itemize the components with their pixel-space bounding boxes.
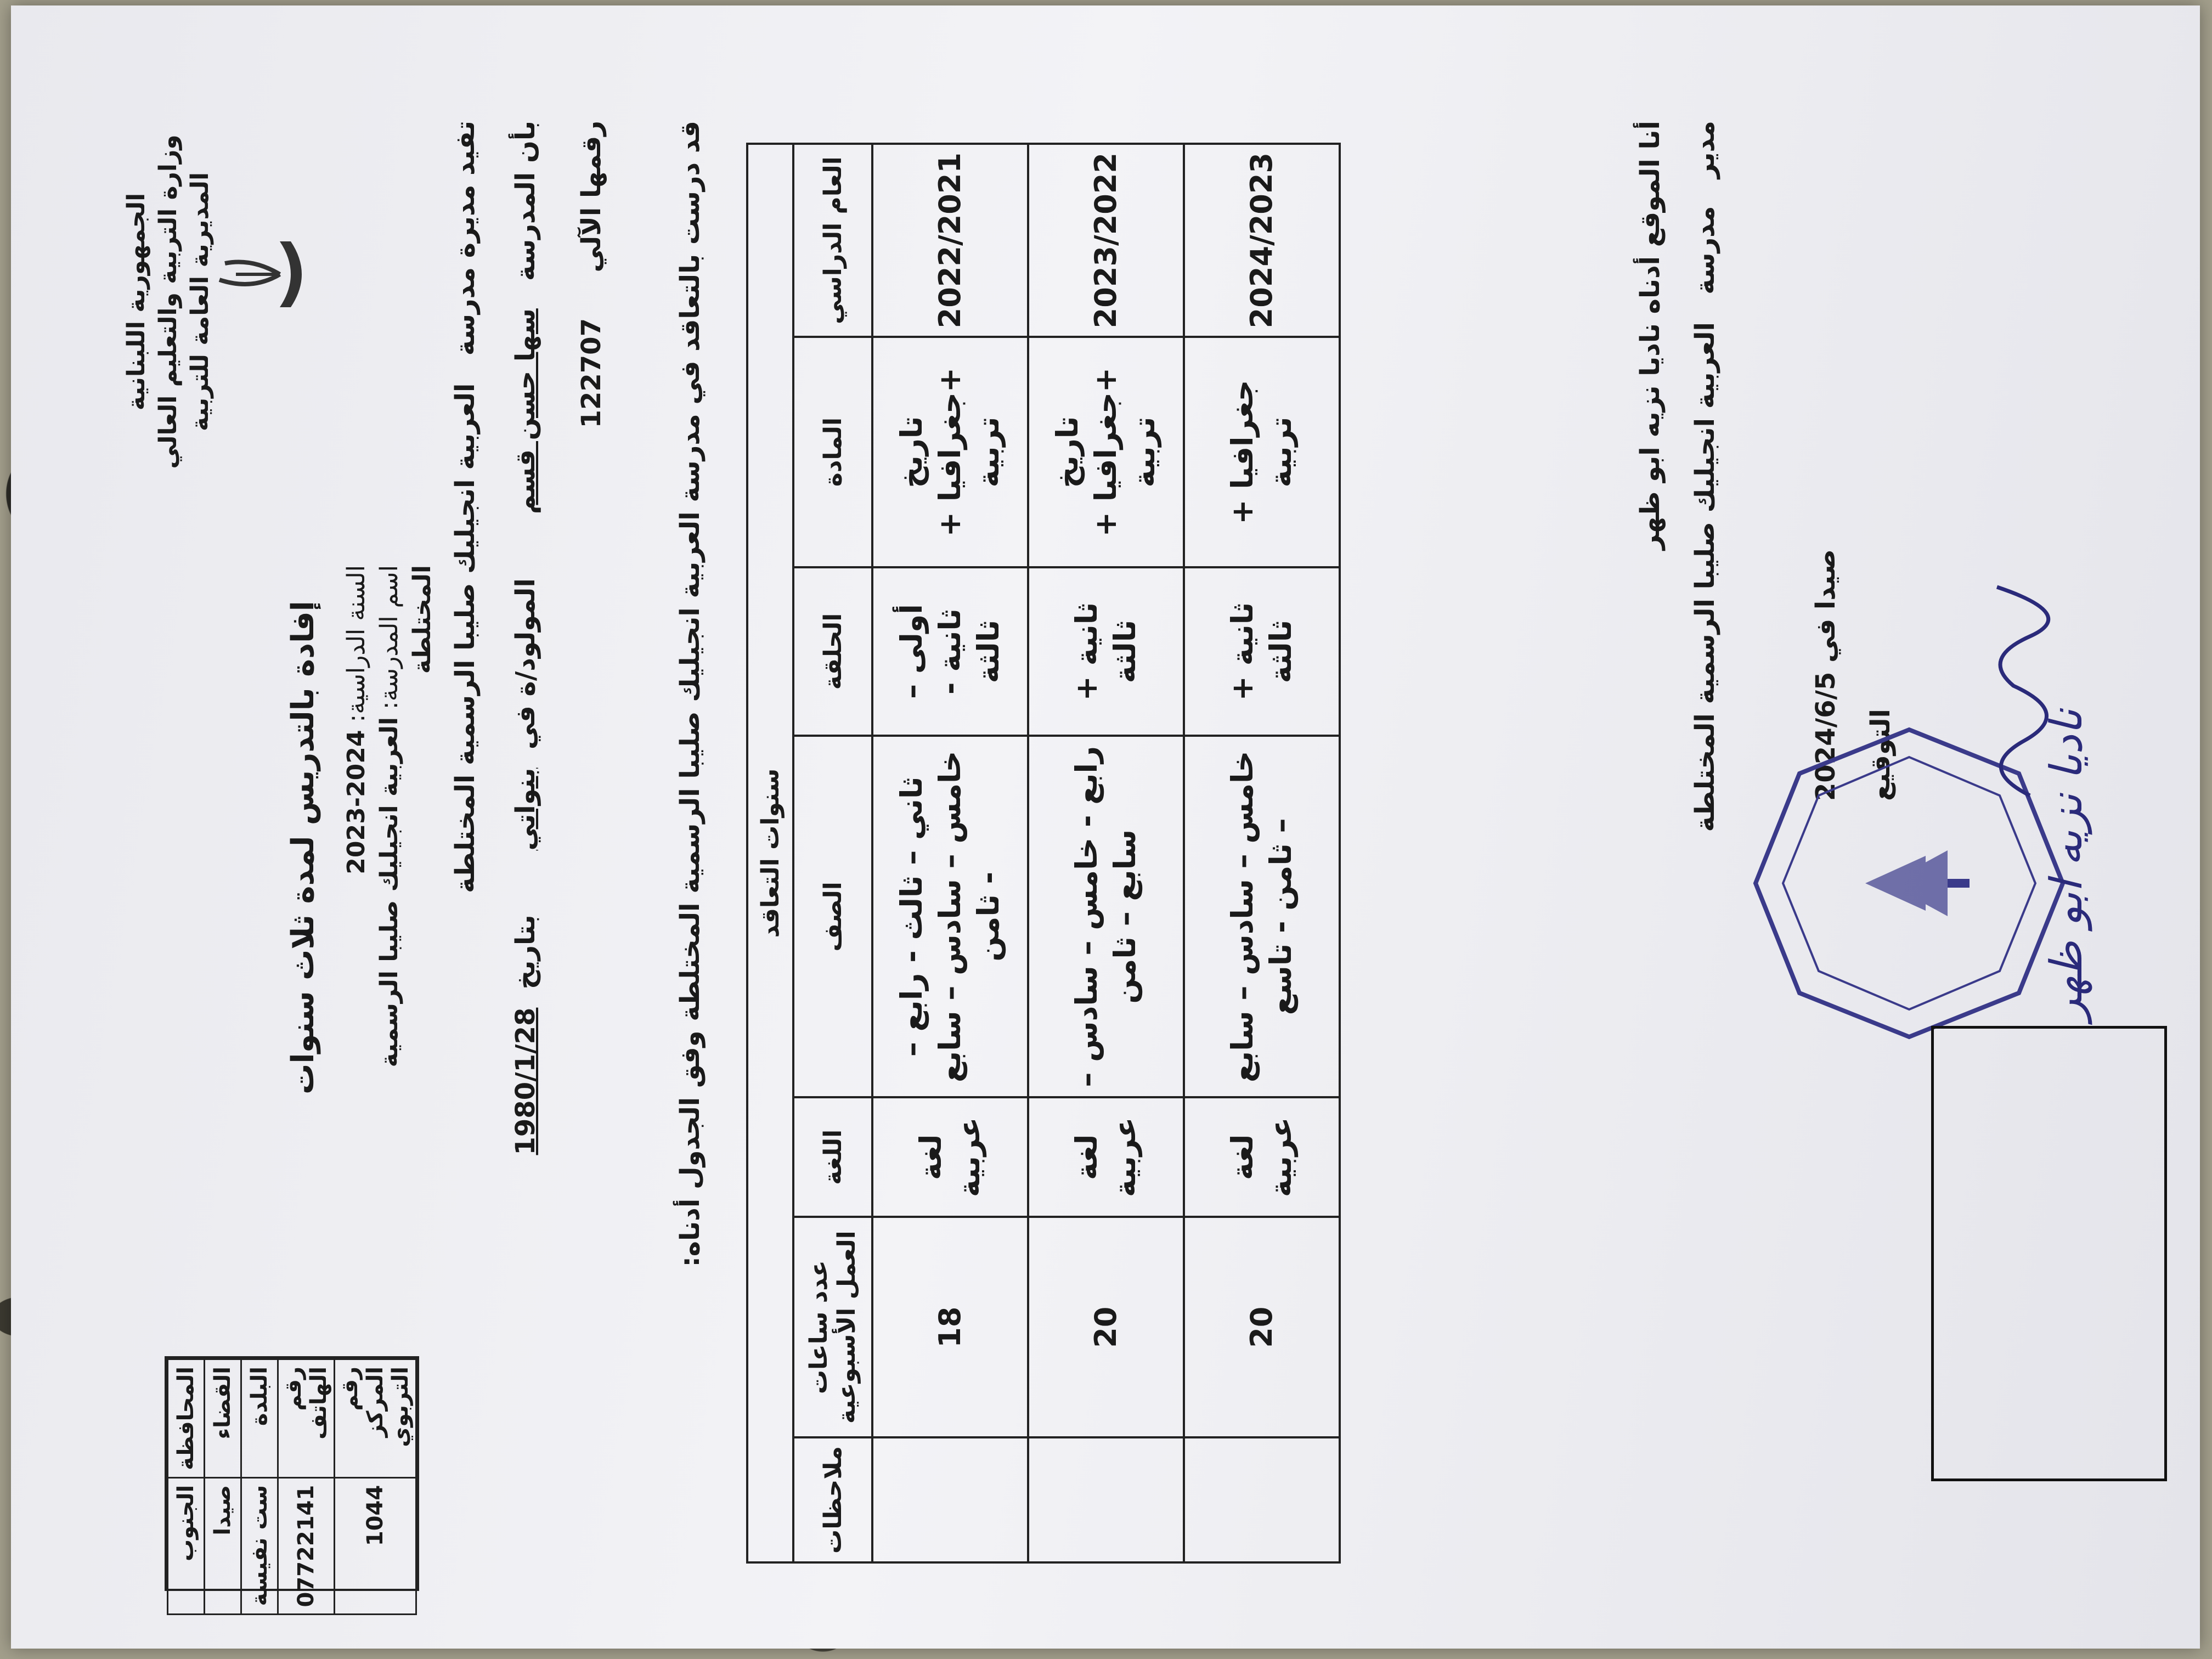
info-row: البلدة ست نفيسة xyxy=(241,1359,278,1615)
body-line-1: تفيد مديرة مدرسة العربية انجيليك صليبا الرسمية المختلطة xyxy=(450,121,481,893)
teacher-name: سها حسن قسم xyxy=(510,308,541,515)
col-year: العام الدراسي xyxy=(793,144,872,337)
birth-date: 1980/1/28 xyxy=(510,1007,541,1155)
table-row: 2022/2021 تاريخ +جغرافيا + تربية أولى – ثانية - ثالثة ثاني – ثالث - رابع – خامس – سادس – سابع - ثامن لغة عربية 18 xyxy=(872,144,1028,1562)
birth-place: بنواتي xyxy=(510,768,541,851)
year-value: 2024-2023 xyxy=(342,730,370,874)
school-info-box xyxy=(165,1356,419,1607)
ministry-line: وزارة التربية والتعليم العالي xyxy=(154,134,182,469)
body-line-2: بأن المدرسة سها حسن قسم المولود/ة في بنواتي بتاريخ 1980/1/28 xyxy=(510,121,541,1155)
table-header-row xyxy=(793,144,872,1562)
school-label: اسم المدرسة: xyxy=(375,565,403,710)
table-row: 2023/2022 تاريخ +جغرافيا + تربية ثانية + ثالثة رابع - خامس – سادس – سابع – ثامن لغة عربية 20 xyxy=(1028,144,1184,1562)
ministry-line: الجمهورية اللبنانية xyxy=(122,193,150,411)
director-line: مدير مدرسة العربية انجيليك صليبا الرسمية المختلطة xyxy=(1690,121,1720,832)
signer-line: أنا الموقع أدناه ناديا نزيه ابو ظهر xyxy=(1635,121,1666,550)
document-sheet xyxy=(11,5,2200,1649)
place-date: صيدا في 2024/6/5 xyxy=(1810,549,1841,801)
signature-box xyxy=(1931,1026,2167,1481)
info-row: رقم المركز التربوي 1044 xyxy=(335,1359,416,1615)
ministry-logo-icon xyxy=(203,219,324,329)
body-line-4: قد درست بالتعاقد في مدرسة العربية انجيليك صليبا الرسمية المختلطة وفق الجدول أدناه: xyxy=(675,121,706,1267)
director-school: العربية انجيليك صليبا الرسمية المختلطة xyxy=(1690,322,1720,832)
info-row: رقم الهاتف 07722141 xyxy=(278,1359,335,1615)
contract-years-table xyxy=(746,143,1341,1564)
teacher-number: 122707 xyxy=(576,318,607,428)
school-value: العربية انجيليك صليبا الرسمية المختلطة xyxy=(375,565,436,1068)
document-title: إفادة بالتدريس لمدة ثلاث سنوات xyxy=(285,601,321,1094)
school-name: العربية انجيليك صليبا الرسمية المختلطة xyxy=(450,383,481,893)
col-hours: عدد ساعات العمل الأسبوعية xyxy=(793,1217,872,1437)
info-row: المحافظة الجنوب xyxy=(168,1359,205,1615)
year-label: السنة الدراسية: xyxy=(342,565,370,723)
ministry-header xyxy=(121,104,216,499)
document-content xyxy=(55,71,2172,1624)
col-notes: ملاحظات xyxy=(793,1437,872,1562)
ministry-line: المديرية العامة للتربية xyxy=(186,172,214,432)
signature-scribble-icon xyxy=(1964,582,2052,801)
info-row: القضاء صيدا xyxy=(205,1359,241,1615)
col-subject: المادة xyxy=(793,337,872,567)
handwritten-signature: ناديا نزيه ابو ظهر xyxy=(2041,709,2092,1020)
body-line-3: رقمها الآلي 122707 xyxy=(576,121,607,428)
signature-label: التوقيع xyxy=(1865,709,1896,801)
table-row: 2024/2023 جغرافيا + تربية ثانية + ثالثة خامس – سادس – سابع – ثامن - تاسع لغة عربية 20 xyxy=(1184,144,1340,1562)
col-grade: الصف xyxy=(793,736,872,1097)
document-meta xyxy=(340,565,439,1130)
table-group-header: سنوات التعاقد xyxy=(747,144,793,1562)
col-cycle: الحلقة xyxy=(793,567,872,736)
col-language: اللغة xyxy=(793,1097,872,1217)
